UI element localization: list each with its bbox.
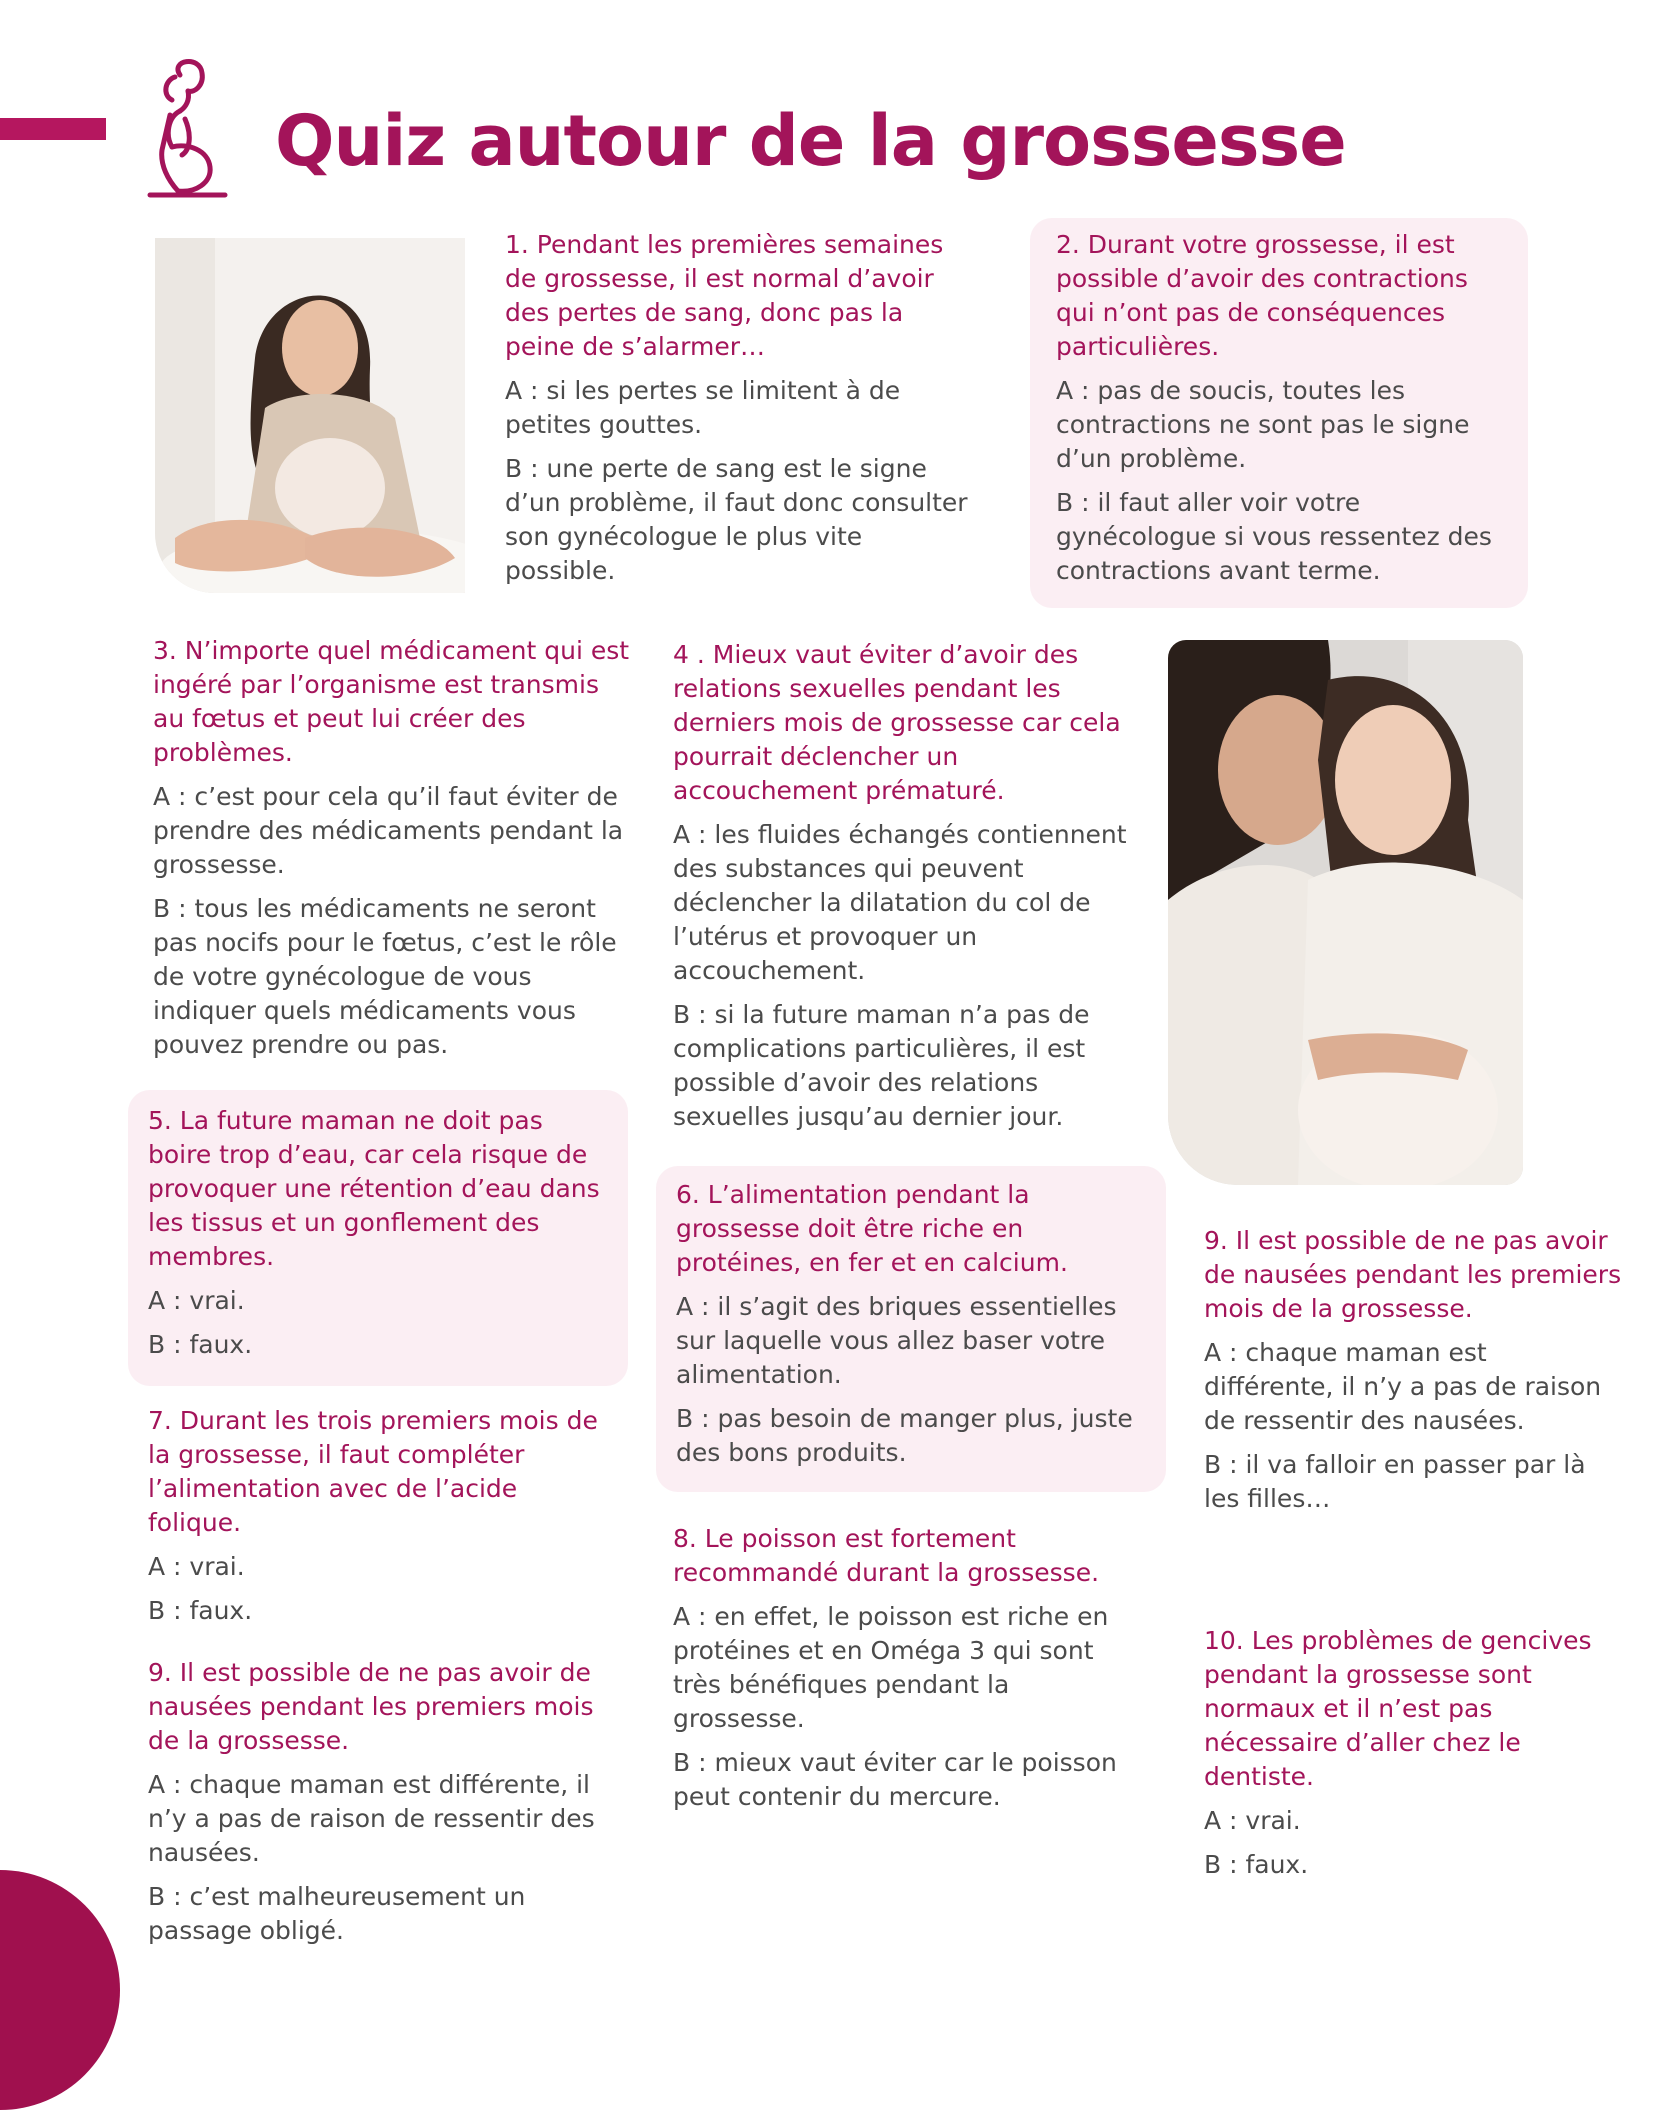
question-9-right-text: 9. Il est possible de ne pas avoir de nausées pendant les premiers mois de la grossesse. xyxy=(1204,1226,1622,1323)
question-8 xyxy=(673,1522,1143,1824)
page-title: Quiz autour de la grossesse xyxy=(275,100,1346,182)
question-3-text: 3. N’importe quel médicament qui est ingéré par l’organisme est transmis au fœtus et peut lui créer des problèmes. xyxy=(153,636,630,767)
question-9-left-text: 9. Il est possible de ne pas avoir de nausées pendant les premiers mois de la grossesse. xyxy=(148,1658,594,1755)
question-10-answer-a: A : vrai. xyxy=(1204,1806,1301,1835)
question-9-right xyxy=(1204,1224,1624,1526)
question-4-answer-b: B : si la future maman n’a pas de complications particulières, il est possible d’avoir des relations sexuelles jusqu’au dernier jour. xyxy=(673,1000,1090,1131)
question-6-answer-a: A : il s’agit des briques essentielles sur laquelle vous allez baser votre alimentation. xyxy=(676,1292,1117,1389)
question-4-answer-a: A : les fluides échangés contiennent des substances qui peuvent déclencher la dilatation du col de l’utérus et provoquer un accouchement. xyxy=(673,820,1127,985)
question-5-text: 5. La future maman ne doit pas boire trop d’eau, car cela risque de provoquer une rétention d’eau dans les tissus et un gonflement des membres. xyxy=(148,1106,600,1271)
question-7-answer-b: B : faux. xyxy=(148,1596,253,1625)
question-8-answer-a: A : en effet, le poisson est riche en protéines et en Oméga 3 qui sont très bénéfiques pendant la grossesse. xyxy=(673,1602,1109,1733)
question-1 xyxy=(505,228,975,598)
question-2-answer-a: A : pas de soucis, toutes les contractions ne sont pas le signe d’un problème. xyxy=(1056,376,1470,473)
question-1-text: 1. Pendant les premières semaines de grossesse, il est normal d’avoir des pertes de sang, donc pas la peine de s’alarmer… xyxy=(505,230,944,361)
question-7-answer-a: A : vrai. xyxy=(148,1552,245,1581)
question-10-text: 10. Les problèmes de gencives pendant la grossesse sont normaux et il n’est pas nécessaire d’aller chez le dentiste. xyxy=(1204,1626,1592,1791)
question-8-text: 8. Le poisson est fortement recommandé durant la grossesse. xyxy=(673,1524,1100,1587)
corner-decoration xyxy=(0,1870,120,2110)
question-6-text: 6. L’alimentation pendant la grossesse doit être riche en protéines, en fer et en calcium. xyxy=(676,1180,1068,1277)
question-4-text: 4 . Mieux vaut éviter d’avoir des relations sexuelles pendant les derniers mois de grossesse car cela pourrait déclencher un accouchement prématuré. xyxy=(673,640,1121,805)
question-6-answer-b: B : pas besoin de manger plus, juste des bons produits. xyxy=(676,1404,1133,1467)
question-1-answer-b: B : une perte de sang est le signe d’un problème, il faut donc consulter son gynécologue le plus vite possible. xyxy=(505,454,968,585)
question-5-answer-a: A : vrai. xyxy=(148,1286,245,1315)
question-7 xyxy=(148,1404,608,1638)
question-5-answer-b: B : faux. xyxy=(148,1330,253,1359)
question-3-answer-b: B : tous les médicaments ne seront pas nocifs pour le fœtus, c’est le rôle de votre gynécologue de vous indiquer quels médicaments vous pouvez prendre ou pas. xyxy=(153,894,617,1059)
question-9-left-answer-a: A : chaque maman est différente, il n’y a pas de raison de ressentir des nausées. xyxy=(148,1770,595,1867)
photo-pregnant-woman-sitting xyxy=(155,238,465,593)
question-8-answer-b: B : mieux vaut éviter car le poisson peut contenir du mercure. xyxy=(673,1748,1117,1811)
question-10 xyxy=(1204,1624,1624,1892)
question-3 xyxy=(153,634,633,1072)
pregnant-woman-icon xyxy=(140,55,240,205)
question-9-right-answer-b: B : il va falloir en passer par là les filles… xyxy=(1204,1450,1586,1513)
question-9-right-answer-a: A : chaque maman est différente, il n’y a pas de raison de ressentir des nausées. xyxy=(1204,1338,1602,1435)
question-6 xyxy=(656,1166,1166,1492)
question-9-left-answer-b: B : c’est malheureusement un passage obligé. xyxy=(148,1882,526,1945)
question-2-text: 2. Durant votre grossesse, il est possible d’avoir des contractions qui n’ont pas de conséquences particulières. xyxy=(1056,230,1468,361)
question-2-answer-b: B : il faut aller voir votre gynécologue si vous ressentez des contractions avant terme. xyxy=(1056,488,1492,585)
photo-couple xyxy=(1168,640,1523,1185)
question-10-answer-b: B : faux. xyxy=(1204,1850,1309,1879)
question-1-answer-a: A : si les pertes se limitent à de petites gouttes. xyxy=(505,376,901,439)
question-2 xyxy=(1030,218,1528,608)
question-7-text: 7. Durant les trois premiers mois de la grossesse, il faut compléter l’alimentation avec de l’acide folique. xyxy=(148,1406,598,1537)
accent-bar xyxy=(0,118,106,140)
question-9-left xyxy=(148,1656,618,1958)
question-4 xyxy=(673,638,1148,1144)
question-5 xyxy=(128,1090,628,1386)
question-3-answer-a: A : c’est pour cela qu’il faut éviter de prendre des médicaments pendant la grossesse. xyxy=(153,782,624,879)
